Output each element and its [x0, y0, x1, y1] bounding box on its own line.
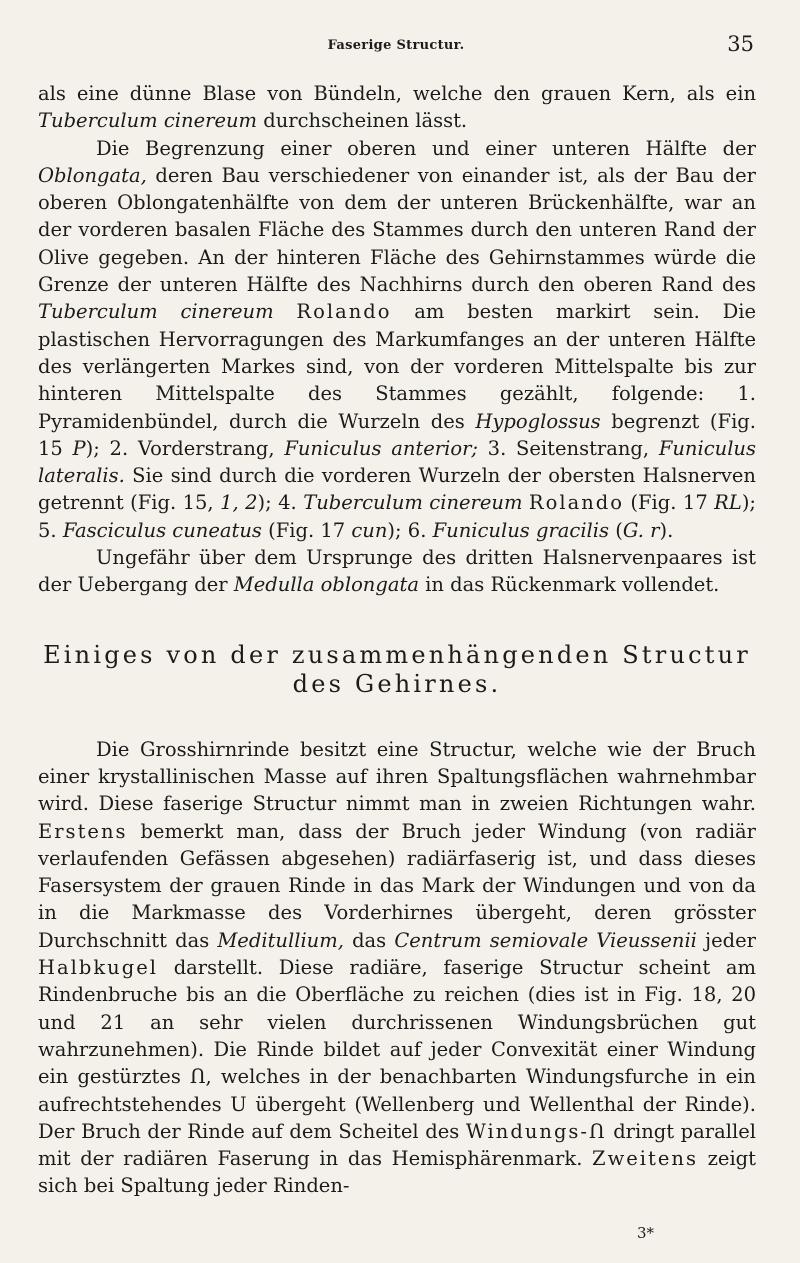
italic-term: Funiculus gracilis — [432, 518, 610, 542]
italic-term: G. r — [622, 518, 660, 542]
text-run: darstellt. Diese radiäre, faserige Structur scheint am Rindenbruche bis an die Oberfläche zu reichen (dies ist in Fig. 18, 20 und 21 an sehr vielen durchrissenen Windungsbrüchen gut wahrzunehmen). Die Rinde bildet auf jeder Convexität einer Windung ein gestürztes Ո, welches in der benachbarten Windungsfurche in ein aufrechtstehendes U übergeht (Wellenberg und Wellenthal der Rinde). Der Bruch der Rinde auf dem Scheitel des — [38, 956, 756, 1143]
text-run: ); 2. Vorderstrang, — [85, 436, 285, 460]
italic-term: cun — [351, 518, 388, 542]
italic-term: 1, 2 — [220, 491, 258, 515]
page-number: 35 — [727, 32, 754, 56]
running-head: Faserige Structur. — [327, 38, 465, 53]
italic-term: Meditullium, — [217, 928, 344, 952]
italic-term: Oblongata, — [38, 163, 147, 187]
italic-term: P — [72, 436, 86, 460]
text-run: dringt parallel mit der radiären Faserung in das Hemisphärenmark. — [38, 1119, 756, 1171]
text-run: (Fig. 17 — [623, 491, 715, 515]
text-run: begrenzt (Fig. 15 — [38, 409, 756, 460]
spaced-word: Zweitens — [592, 1147, 698, 1171]
page-header — [38, 32, 754, 62]
italic-term: Funiculus anterior; — [284, 436, 478, 460]
text-run: ); 4. — [257, 491, 304, 515]
text-run: Die Begrenzung einer oberen und einer unteren Hälfte der — [96, 136, 756, 160]
text-run: ); 5. — [38, 491, 756, 542]
text-run: ); 6. — [387, 518, 433, 542]
body-text — [38, 80, 756, 1200]
text-run: am besten markirt sein. Die plastischen Hervorragungen des Markumfanges an der unteren Hälfte des verlängerten Markes sind, von der vorderen Mittelspalte bis zur hinteren Mittelspalte des Stammes gezählt, folgende: 1. Pyramidenbündel, durch die Wurzeln des — [38, 300, 757, 433]
italic-term: Tuberculum cinereum — [38, 300, 274, 324]
section-heading — [38, 641, 756, 699]
spaced-word: Halbkugel — [38, 956, 158, 980]
section-heading-line-2: des Gehirnes. — [292, 669, 502, 698]
text-run: ( — [609, 518, 623, 542]
text-run: Sie sind durch die vorderen Wurzeln der obersten Halsnerven getrennt (Fig. 15, — [38, 464, 756, 515]
italic-term: Hypoglossus — [475, 409, 601, 433]
text-run: 3. Seitenstrang, — [477, 436, 659, 460]
text-run: als eine dünne Blase von Bündeln, welche den grauen Kern, als ein — [38, 82, 756, 105]
text-run: ). — [659, 518, 674, 542]
text-run: in das Rückenmark vollendet. — [418, 573, 720, 597]
text-run: (Fig. 17 — [261, 518, 352, 542]
text-run: zeigt sich bei Spaltung jeder Rinden- — [38, 1147, 756, 1198]
italic-term: Tuberculum cinereum — [303, 491, 523, 515]
signature-mark: 3* — [636, 1224, 654, 1242]
spaced-name: Rolando — [296, 300, 392, 324]
section-heading-line-1: Einiges von der zusammenhängenden Structur — [43, 640, 751, 669]
text-run: deren Bau verschiedener von einander ist, als der Bau der oberen Oblongatenhälfte von dem der unteren Brückenhälfte, war an der vorderen basalen Fläche des Stammes durch den unteren Rand der Olive gegeben. An der hinteren Fläche des Gehirnstammes würde die Grenze der unteren Hälfte des Nachhirns durch den oberen Rand des — [38, 163, 756, 297]
paragraph-4 — [38, 736, 756, 1200]
italic-term: RL — [714, 491, 742, 515]
paragraph-2 — [38, 135, 756, 544]
paragraph-1 — [38, 80, 756, 135]
italic-term: Medulla oblongata — [233, 573, 419, 597]
paragraph-3 — [38, 544, 756, 599]
spaced-word: Windungs-Ո — [465, 1119, 607, 1143]
italic-term: Tuberculum cinereum — [38, 109, 258, 133]
text-run: jeder — [696, 928, 756, 952]
text-run: das — [343, 928, 395, 952]
text-run: bemerkt man, dass der Bruch jeder Windung (von radiär verlaufenden Gefässen abgesehen) radiärfaserig ist, und dass dieses Fasersystem der grauen Rinde in das Mark der Windungen und von da in die Markmasse des Vorderhirnes übergeht, deren grösster Durchschnitt das — [38, 819, 756, 952]
text-run: durchscheinen lässt. — [257, 109, 468, 133]
spaced-name: Rolando — [528, 491, 624, 515]
italic-term: Centrum semiovale Vieussenii — [394, 928, 697, 952]
italic-term: Fasciculus cuneatus — [62, 518, 262, 542]
text-run: Die Grosshirnrinde besitzt eine Structur, welche wie der Bruch einer krystallinischen Masse auf ihren Spaltungsflächen wahrnehmbar wird. Diese faserige Structur nimmt man in zweien Richtungen wahr. — [38, 737, 756, 816]
spaced-word: Erstens — [38, 819, 128, 843]
text-run: Ungefähr über dem Ursprunge des dritten Halsnervenpaares ist der Uebergang der — [38, 546, 756, 597]
italic-term: Funiculus lateralis. — [38, 436, 756, 488]
